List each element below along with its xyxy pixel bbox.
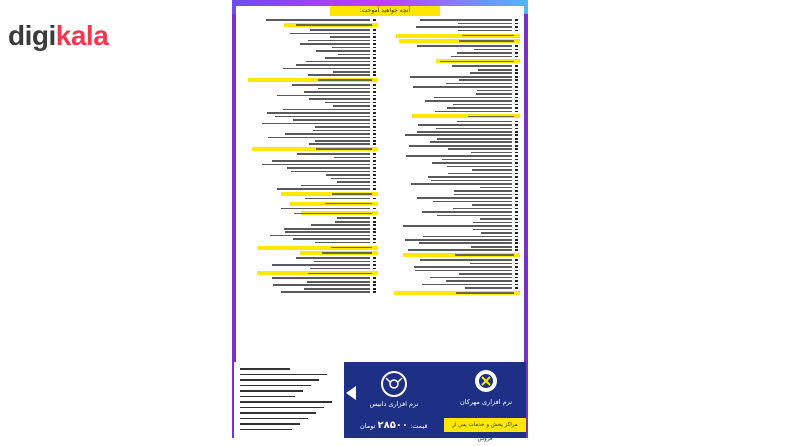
toc-line <box>384 242 520 245</box>
brand-label-mehrkan: نرم افزاری مهرکان <box>460 398 512 406</box>
price-text <box>360 420 428 431</box>
toc-line <box>242 287 378 290</box>
toc-line <box>384 262 520 265</box>
toc-section-header <box>384 34 520 38</box>
toc-line <box>384 276 520 279</box>
toc-line <box>384 179 520 182</box>
toc-line <box>384 79 520 82</box>
toc-line <box>384 214 520 217</box>
toc-line <box>384 22 520 25</box>
toc-line <box>384 52 520 55</box>
disc-icon <box>376 370 412 398</box>
toc-line <box>384 48 520 51</box>
toc-line <box>384 211 520 214</box>
toc-line <box>384 103 520 106</box>
toc-line <box>384 169 520 172</box>
toc-line <box>242 143 378 146</box>
toc-line <box>384 228 520 231</box>
info-line <box>240 368 290 370</box>
toc-line <box>242 167 378 170</box>
toc-line <box>384 155 520 158</box>
toc-line <box>242 260 378 263</box>
toc-section-header <box>384 59 520 63</box>
toc-line <box>384 280 520 283</box>
info-line <box>240 396 295 398</box>
toc-line <box>242 98 378 101</box>
info-line <box>240 423 300 425</box>
toc-line <box>384 68 520 71</box>
toc-line <box>242 234 378 237</box>
toc-line <box>242 108 378 111</box>
toc-line <box>384 148 520 151</box>
toc-section-header <box>242 246 378 250</box>
toc-line <box>384 29 520 32</box>
toc-line <box>242 136 378 139</box>
price-unit: تومان <box>360 422 376 430</box>
toc-line <box>384 204 520 207</box>
toc-line <box>242 280 378 283</box>
toc-column-left <box>242 18 378 294</box>
info-line <box>240 379 319 381</box>
toc-line <box>384 144 520 147</box>
toc-line <box>242 177 378 180</box>
toc-line <box>384 245 520 248</box>
toc-section-header <box>384 291 520 295</box>
toc-line <box>242 220 378 223</box>
toc-header: آنچه خواهید آموخت: <box>330 6 440 16</box>
info-line <box>240 374 327 376</box>
toc-section-header <box>384 114 520 118</box>
toc-line <box>242 122 378 125</box>
toc-line <box>242 197 378 200</box>
toc-line <box>242 156 378 159</box>
toc-line <box>384 134 520 137</box>
toc-line <box>384 127 520 130</box>
toc-line <box>384 269 520 272</box>
toc-line <box>384 107 520 110</box>
toc-line <box>384 197 520 200</box>
toc-section-header <box>242 211 378 215</box>
toc-line <box>384 193 520 196</box>
toc-section-header <box>242 78 378 82</box>
toc-line <box>242 19 378 22</box>
toc-line <box>242 238 378 241</box>
info-line <box>240 385 311 387</box>
toc-line <box>384 19 520 22</box>
toc-section-header <box>384 253 520 257</box>
logo-suffix: kala <box>55 20 109 51</box>
toc-line <box>384 283 520 286</box>
logo-prefix: digi <box>8 20 56 51</box>
price-label: قیمت: <box>410 422 428 430</box>
toc-line <box>384 172 520 175</box>
toc-line <box>384 55 520 58</box>
toc-line <box>384 75 520 78</box>
toc-line <box>242 140 378 143</box>
toc-line <box>384 183 520 186</box>
toc-line <box>384 235 520 238</box>
info-line <box>240 407 324 409</box>
toc-section-header <box>242 23 378 27</box>
toc-line <box>242 160 378 163</box>
toc-line <box>384 186 520 189</box>
toc-line <box>384 225 520 228</box>
toc-line <box>242 163 378 166</box>
toc-line <box>242 224 378 227</box>
toc-line <box>384 86 520 89</box>
toc-line <box>242 53 378 56</box>
price-value: ۲۸۵۰۰ <box>377 420 409 431</box>
toc-line <box>384 239 520 242</box>
toc-section-header <box>242 202 378 206</box>
toc-line <box>242 87 378 90</box>
toc-line <box>384 124 520 127</box>
toc-line <box>384 176 520 179</box>
toc-line <box>242 217 378 220</box>
toc-line <box>384 82 520 85</box>
toc-line <box>242 181 378 184</box>
toc-line <box>384 165 520 168</box>
toc-line <box>242 277 378 280</box>
product-info-box <box>234 362 344 438</box>
toc-line <box>384 45 520 48</box>
toc-line <box>242 39 378 42</box>
toc-line <box>242 115 378 118</box>
info-line <box>240 429 292 431</box>
toc-line <box>384 158 520 161</box>
mehrkan-emblem-icon <box>468 368 504 396</box>
toc-line <box>384 232 520 235</box>
toc-line <box>242 129 378 132</box>
toc-line <box>242 170 378 173</box>
site-logo[interactable] <box>8 20 108 52</box>
toc-line <box>384 26 520 29</box>
play-arrow-icon <box>346 386 356 400</box>
toc-line <box>242 101 378 104</box>
toc-line <box>384 110 520 113</box>
toc-line <box>384 190 520 193</box>
toc-line <box>242 36 378 39</box>
brand-label-danis: نرم افزاری دانیس <box>369 400 419 408</box>
toc-line <box>242 84 378 87</box>
toc-line <box>384 96 520 99</box>
toc-line <box>384 266 520 269</box>
toc-line <box>384 65 520 68</box>
toc-line <box>242 50 378 53</box>
toc-line <box>384 137 520 140</box>
toc-line <box>384 130 520 133</box>
contact-tag: مراکز پخش و خدمات پس از فروش <box>444 418 526 432</box>
product-image[interactable] <box>232 0 528 442</box>
toc-line <box>242 227 378 230</box>
toc-line <box>242 231 378 234</box>
toc-line <box>242 184 378 187</box>
toc-line <box>384 100 520 103</box>
toc-line <box>242 284 378 287</box>
toc-line <box>242 91 378 94</box>
toc-line <box>242 32 378 35</box>
toc-section-header <box>242 271 378 275</box>
toc-line <box>242 188 378 191</box>
toc-line <box>384 207 520 210</box>
toc-line <box>242 153 378 156</box>
toc-line <box>384 287 520 290</box>
toc-line <box>242 291 378 294</box>
toc-line <box>242 70 378 73</box>
toc-line <box>384 221 520 224</box>
toc-column-right <box>384 18 520 296</box>
toc-line <box>242 133 378 136</box>
toc-line <box>242 207 378 210</box>
toc-line <box>242 257 378 260</box>
toc-line <box>242 46 378 49</box>
toc-line <box>242 267 378 270</box>
toc-line <box>242 64 378 67</box>
toc-line <box>242 264 378 267</box>
back-cover-band <box>234 362 526 442</box>
toc-line <box>242 241 378 244</box>
info-line <box>240 390 303 392</box>
toc-section-header <box>242 147 378 151</box>
toc-line <box>384 151 520 154</box>
info-line <box>240 418 308 420</box>
table-of-contents-page <box>236 6 524 370</box>
toc-line <box>242 74 378 77</box>
publisher-logo-danis <box>364 370 424 416</box>
toc-section-header <box>242 192 378 196</box>
toc-line <box>242 60 378 63</box>
toc-line <box>384 89 520 92</box>
toc-line <box>384 200 520 203</box>
toc-line <box>242 43 378 46</box>
toc-section-header <box>384 39 520 43</box>
toc-line <box>384 259 520 262</box>
info-line <box>240 401 332 403</box>
toc-line <box>242 105 378 108</box>
toc-line <box>384 162 520 165</box>
toc-line <box>384 273 520 276</box>
publisher-logo-mehrkan <box>450 368 522 418</box>
toc-line <box>384 72 520 75</box>
toc-section-header <box>242 251 378 255</box>
toc-line <box>242 29 378 32</box>
toc-line <box>242 94 378 97</box>
toc-line <box>242 112 378 115</box>
toc-line <box>384 218 520 221</box>
toc-line <box>384 93 520 96</box>
toc-line <box>384 141 520 144</box>
toc-line <box>242 57 378 60</box>
toc-line <box>242 119 378 122</box>
toc-line <box>384 120 520 123</box>
toc-line <box>242 174 378 177</box>
toc-line <box>242 126 378 129</box>
toc-line <box>242 67 378 70</box>
toc-line <box>384 249 520 252</box>
info-line <box>240 412 316 414</box>
